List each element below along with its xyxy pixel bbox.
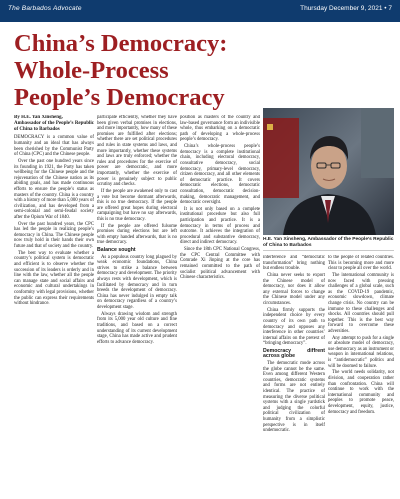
masthead-bar (0, 0, 400, 22)
paragraph: China’s whole-process people’s democracy is a complete institutional chain, including electoral democracy, consultative democracy, social democracy, primary-level democracy, citizen democracy, and all other elements of democratic practice. It covers democratic elections, democratic consultation, democratic decision-making, democratic management, and democratic oversight. (180, 144, 260, 206)
paragraph: If the people are awakened only to cast a vote but become dormant afterwards, this is no true democracy. If the people are offered great hopes during electoral campaigning but have no say afterwards, this is no true democracy. (97, 188, 177, 222)
portrait-image (263, 108, 394, 235)
paragraph: The international community is now faced with pressing challenges of a global scale, such as the COVID-19 pandemic, economic slowdown, climate change crisis. No country can be immune to these challenges and shocks. All countries should pull together. This is the best way forward to overcome these adversities. (328, 272, 394, 334)
paragraph: As a populous country long plagued by weak economic foundations, China strives to strike a balance between democracy and development. The priority always rests with development, which is facilitated by democracy and in turn breeds the development of democracy. China has never indulged in empty talk on democracy regardless of a country’s development stage. (97, 254, 177, 310)
paragraph: It is not only based on a complete institutional procedure but also full participation and practice. It is a democracy in terms of process and outcome. It achieves the integration of procedural and substantive democracy, direct and indirect democracy. (180, 206, 260, 246)
byline-title: Ambassador of the People’s Republic of China to Barbados (14, 120, 94, 132)
article-column-5 (328, 255, 394, 499)
paragraph: Always drawing wisdom and strength from its 5,000 year old culture and fine traditions, and based on a correct understanding of its current development stage, China has made active and prudent efforts to advance democracy. (97, 311, 177, 345)
byline (14, 115, 94, 132)
headline-line: Whole-Process (14, 57, 169, 84)
headline-line: China’s Democracy: (14, 30, 228, 57)
paragraph: The best way to evaluate whether a country’s political system is democratic and efficient is to observe whether the succession of its leaders is orderly and in line with the law, whether all the people can manage state and social affairs and economic and cultural undertakings in conformity with legal provisions, whether the public can express their requirements without hindrance. (14, 250, 94, 307)
byline-author: By H.E. Yan Xinsheng, (14, 115, 63, 120)
paragraph: position as masters of the country and law-based governance form an indivisible whole, thus embarking on a democratic path of developing a whole-process people’s democracy. (180, 115, 260, 143)
paragraph: Over the past hundred years, the CPC has led the people in realizing people’s democracy in China. The Chinese people now truly hold in their hands their own future and that of society and the country. (14, 221, 94, 250)
paragraph: participate efficiently, whether they have been given verbal promises in elections, and more importantly, how many of these promises are fulfilled after elections; whether there are set political procedures and rules in state systems and laws, and more importantly, whether these systems and laws are truly enforced; whether the rules and procedures for the exercise of power are democratic, and more importantly, whether the exercise of power is genuinely subject to public scrutiny and checks. (97, 115, 177, 188)
divider (263, 250, 394, 251)
issue-date: Thursday December 9, 2021 • 7 (300, 5, 392, 12)
article-column-3 (180, 115, 260, 499)
paragraph: If the people are offered fulsome promises during elections but are left with empty handed afterwards, that is no true democracy. (97, 223, 177, 246)
article-column-4 (263, 255, 325, 499)
ambassador-photo (263, 108, 394, 235)
paragraph: Any attempt to push for a single or absolute model of democracy, use democracy as an instrument or weapon in international relations, is “antidemocratic” politics and will be doomed to failure. (328, 335, 394, 369)
paragraph: China never seeks to export the Chinese model of democracy, nor does it allow any external forces to change the Chinese model under any circumstances. (263, 272, 325, 306)
paragraph: Since the 18th CPC National Congress, the CPC Central Committee with Comrade Xi Jinping at the core has remained committed to the path of socialist political advancement with Chinese characteristics. (180, 247, 260, 281)
paragraph: The world needs solidarity, not division, and cooperation rather than confrontation. China will continue to work with the international community and peoples to promote peace, development, equity, justice, democracy and freedom. (328, 370, 394, 415)
paragraph: interference and “democratic transformation” bring nothing but endless trouble. (263, 255, 325, 272)
paragraph: DEMOCRACY is a common value of humanity and an ideal that has always been cherished by the Communist Party of China (CPC) and the Chinese people. (14, 135, 94, 158)
headline-line: People’s Democracy (14, 84, 225, 111)
paragraph: China firmly supports the independent choice by every country of its own path to democracy and opposes any interference in other countries’ internal affairs on the pretext of “bringing democracy”. (263, 307, 325, 347)
article-column-1 (14, 115, 94, 499)
article-headline (14, 30, 386, 111)
paragraph: to the people of related countries. This is becoming more and more clear to people all over the world. (328, 255, 394, 272)
paragraph: The democratic mode across the globe cannot be the same. Even among different Western countries, democratic systems and forms are not entirely identical. The practice of measuring the diverse political systems with a single yardstick and judging the colorful political civilization of humanity from a simplistic perspective is in itself undemocratic. (263, 361, 325, 434)
paragraph: Over the past one hundred years since its founding in 1921, the Party has taken wellbeing for the Chinese people and the rejuvenation of the Chinese nation as its abiding goals, and has made continuous efforts to ensure the people’s status as masters of the country. China is a country with a history of more than 5,000 years of civilization, and has developed from a semi-colonial and semi-feudal society after the Opium War of 1840. (14, 158, 94, 220)
publication-name: The Barbados Advocate (8, 5, 82, 12)
section-subhead: Democracy diffrent across globe (263, 347, 325, 360)
photo-caption: H.E. Yan Xinsheng, Ambassador of the People’s Republic of China to Barbados (263, 237, 394, 248)
article-column-2 (97, 115, 177, 499)
section-subhead: Balance sought (97, 247, 136, 254)
